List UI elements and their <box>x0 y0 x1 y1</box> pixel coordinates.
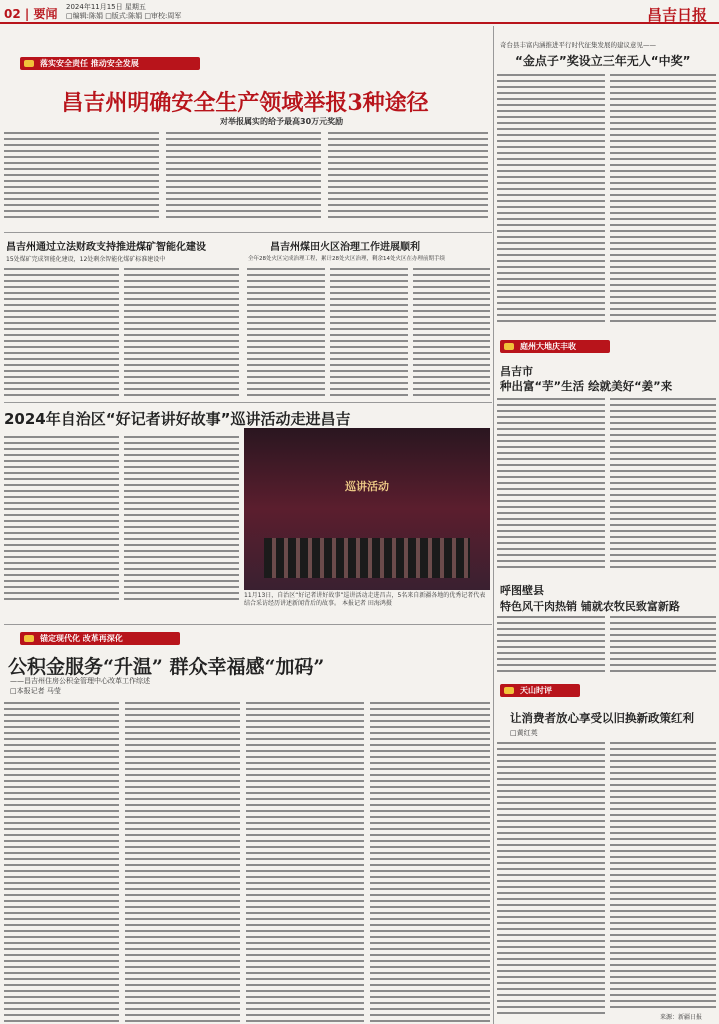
section-banner: 庭州大地庆丰收 <box>500 340 610 353</box>
body-text-block <box>610 396 716 570</box>
body-text-block <box>124 434 239 604</box>
headline: “金点子”奖设立三年无人“中奖” <box>515 54 691 68</box>
section-banner: 落实安全责任 推动安全发展 <box>20 57 200 70</box>
news-photo <box>244 428 490 590</box>
header-info: 2024年11月15日 星期五 □编辑:陈娟 □版式:陈娟 □审校:周军 <box>66 3 182 20</box>
byline: □本报记者 马莹 <box>10 687 61 695</box>
headline: 种出富“芋”生活 绘就美好“姜”来 <box>500 379 673 393</box>
body-text-block <box>4 700 119 1022</box>
subheadline: 全年28处火区完成治理工程，累计28处火区治理，剩余14处火区在办理前期手续 <box>248 256 445 262</box>
headline: 昌吉州煤田火区治理工作进展顺利 <box>270 242 420 253</box>
body-text-block <box>328 130 488 220</box>
body-text-block <box>330 266 408 396</box>
body-text-block <box>125 700 240 1022</box>
divider <box>4 402 492 403</box>
column-divider <box>493 26 494 1024</box>
byline: □黄红英 <box>510 729 538 737</box>
subheadline: 对举报属实的给予最高30万元奖励 <box>220 117 344 126</box>
body-text-block <box>497 740 605 1016</box>
body-text-block <box>610 614 716 676</box>
kicker: 奇台县丰富内涵推进平行时代征集发展的建议意见—— <box>500 41 656 49</box>
newspaper-logo: 昌吉日报 <box>646 6 707 24</box>
headline: 昌吉州明确安全生产领域举报3种途径 <box>61 90 429 116</box>
photo-title: 巡讲活动 <box>345 480 389 493</box>
divider <box>4 232 492 233</box>
subheadline: ——昌吉州住房公积金管理中心改革工作综述 <box>10 677 150 685</box>
headline: 让消费者放心享受以旧换新政策红利 <box>510 711 694 725</box>
body-text-block <box>610 740 716 1008</box>
body-text-block <box>166 130 321 220</box>
body-text-block <box>124 266 239 396</box>
section-banner: 天山时评 <box>500 684 580 697</box>
divider <box>4 624 492 625</box>
body-text-block <box>4 434 119 604</box>
source-note: 来源：新疆日报 <box>660 1014 703 1021</box>
body-text-block <box>4 266 119 396</box>
headline: 2024年自治区“好记者讲好故事”巡讲活动走进昌吉 <box>4 410 351 428</box>
body-text-block <box>370 700 490 1022</box>
body-text-block <box>610 72 716 322</box>
subheadline: 15处煤矿完成智能化建设，12处剩余智能化煤矿标准建设中 <box>6 256 166 263</box>
group-figures <box>264 538 470 578</box>
body-text-block <box>4 130 159 220</box>
body-text-block <box>497 614 605 676</box>
body-text-block <box>247 266 325 396</box>
headline: 公积金服务“升温” 群众幸福感“加码” <box>8 656 325 678</box>
body-text-block <box>497 396 605 570</box>
body-text-block <box>246 700 364 1022</box>
section-banner: 锚定现代化 改革再深化 <box>20 632 180 645</box>
headline: 特色风干肉热销 铺就农牧民致富新路 <box>500 600 680 613</box>
headline: 昌吉州通过立法财政支持推进煤矿智能化建设 <box>6 242 206 253</box>
kicker: 昌吉市 <box>500 365 533 378</box>
page-number: 02 | 要闻 <box>4 7 58 21</box>
photo-caption: 11月13日，自治区“好记者讲好故事”巡讲活动走进昌吉，5名来自新疆各地的优秀记者代表结合采访经历讲述新闻背后的故事。 本报记者 田海鸿摄 <box>244 592 486 607</box>
kicker: 呼图壁县 <box>500 584 544 597</box>
body-text-block <box>497 72 605 322</box>
body-text-block <box>413 266 490 396</box>
